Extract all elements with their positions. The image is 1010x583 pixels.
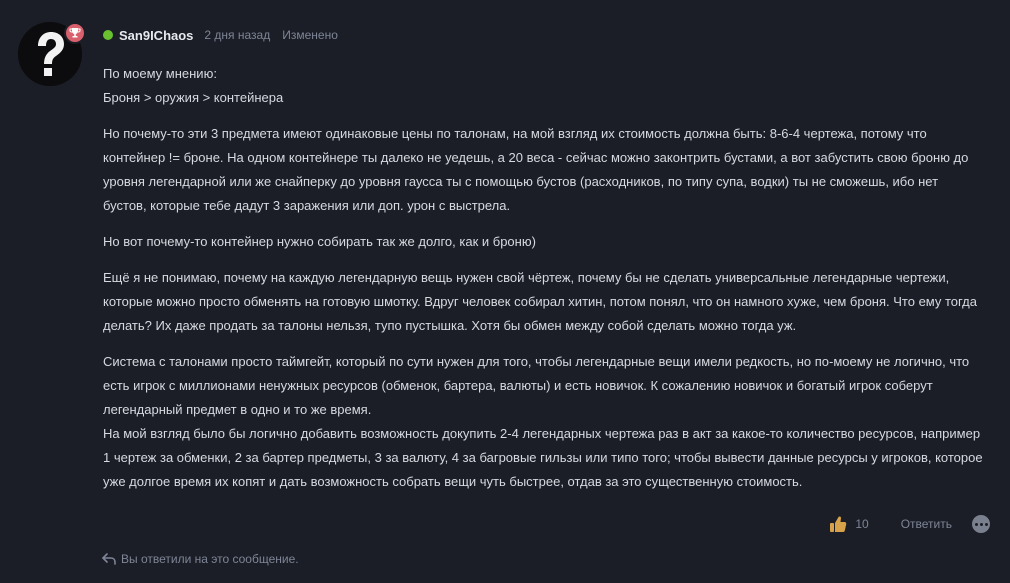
replied-notice: [102, 552, 299, 566]
author-username[interactable]: San9IChaos: [119, 27, 194, 43]
thumbs-up-icon: [829, 515, 847, 533]
paragraph: Но вот почему-то контейнер нужно собирать так же долго, как и броню): [103, 234, 536, 249]
post-date[interactable]: 2 дня назад: [204, 28, 271, 42]
paragraph-line: По моему мнению:: [103, 66, 217, 81]
post-footer: [829, 512, 990, 536]
like-button[interactable]: [829, 515, 868, 533]
paragraph-part: На мой взгляд было бы логично добавить возможность докупить 2-4 легендарных чертежа раз в акт за какое-то количество ресурсов, например 1 чертеж за обменки, 2 за бартер предметы, 3 за валюту, 4 за багровые гильзы или типо того; чтобы вывести данные ресурсы у игроков, которое уже долгое время их копят и дать возможность собрать вещи чуть быстрее, отдав за это существенную стоимость.: [103, 426, 983, 489]
trophy-icon: [64, 22, 86, 44]
reply-button[interactable]: Ответить: [900, 517, 952, 531]
edited-label: Изменено: [282, 28, 338, 42]
online-status-icon: [103, 30, 113, 40]
reply-arrow-icon: [102, 552, 116, 566]
paragraph-opinion: [103, 62, 983, 110]
more-options-icon[interactable]: [972, 515, 990, 533]
post-content: [103, 62, 983, 506]
like-count: 10: [855, 517, 869, 531]
paragraph: Ещё я не понимаю, почему на каждую легендарную вещь нужен свой чёртеж, почему бы не сделать универсальные легендарные чертежи, которые можно просто обменять на готовую шмотку. Вдруг человек собирал хитин, потом понял, что он намного хуже, чем броня. Что ему тогда делать? Их даже продать за талоны нельзя, тупо пустышка. Хотя бы обмен между собой сделать можно тогда уж.: [103, 270, 978, 333]
paragraph-part: Система с талонами просто таймгейт, который по сути нужен для того, чтобы легендарные вещи имели редкость, но по-моему не логично, что есть игрок с миллионами ненужных ресурсов (обменок, бартера, валюты) и есть новичок. К сожалению новичок и богатый игрок соберут легендарный предмет в одно и то же время.: [103, 354, 970, 417]
avatar[interactable]: [18, 22, 82, 86]
replied-notice-text: Вы ответили на это сообщение.: [121, 552, 299, 566]
post-header: [103, 26, 338, 44]
paragraph-line: Броня > оружия > контейнера: [103, 90, 284, 105]
paragraph: [103, 350, 983, 494]
paragraph: Но почему-то эти 3 предмета имеют одинаковые цены по талонам, на мой взгляд их стоимость должна быть: 8-6-4 чертежа, потому что контейнер != броне. На одном контейнере ты далеко не уедешь, а 20 веса - сейчас можно законтрить бустами, а вот забустить свою броню до уровня легендарной или же снайперку до уровня гаусса ты с помощью бустов (расходников, по типу супа, водки) ты не сможешь, ибо нет бустов, которые тебе дадут 3 заражения или доп. урон с выстрела.: [103, 126, 969, 213]
